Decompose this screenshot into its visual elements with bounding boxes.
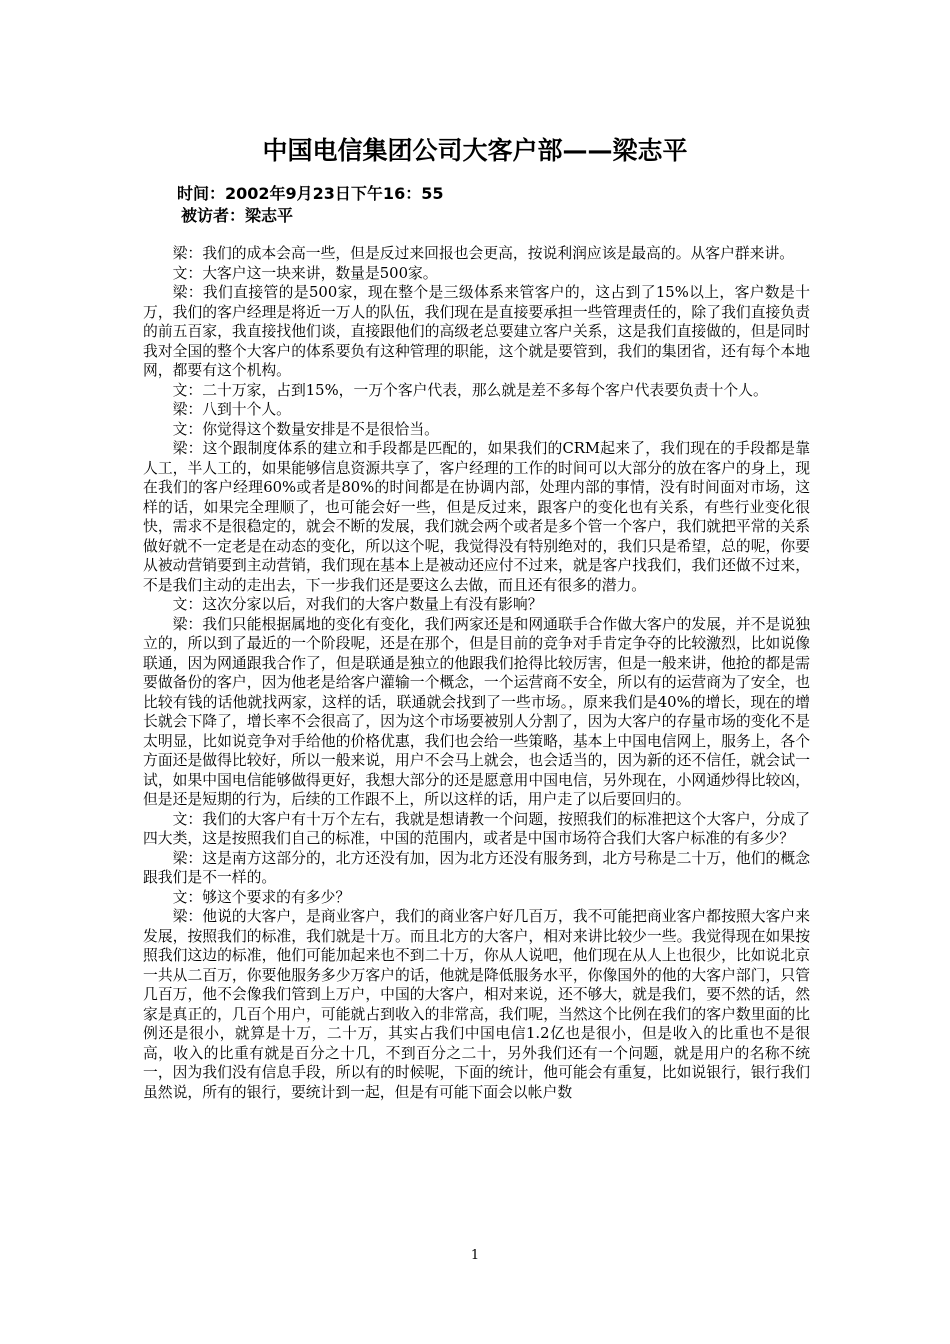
paragraph: 文：我们的大客户有十万个左右，我就是想请教一个问题，按照我们的标准把这个大客户，分成了四大类，这是按照我们自己的标准，中国的范围内，或者是中国市场符合我们大客户标准的有多少？ — [143, 810, 810, 847]
paragraph: 梁：我们只能根据属地的变化有变化，我们两家还是和网通联手合作做大客户的发展，并不是说独立的，所以到了最近的一个阶段呢，还是在那个，但是目前的竞争对手肯定争夺的比较激烈，比如说像联通，因为网通跟我合作了，但是联通是独立的他跟我们抢得比较厉害，但是一般来讲，他抢的都是需要做备份的客户，因为他老是给客户灌输一个概念，一个运营商不安全，所以有的运营商为了安全，也比较有钱的话他就找两家，这样的话，联通就会找到了一些市场。，原来我们是40%的增长，现在的增长就会下降了，增长率不会很高了，因为这个市场要被别人分割了，因为大客户的存量市场的变化不是太明显，比如说竞争对手给他的价格优惠，我们也会给一些策略，基本上中国电信网上，服务上，各个方面还是做得比较好，所以一般来说，用户不会马上就会，也会适当的，因为新的还不信任，就会试一试，如果中国电信能够做得更好，我想大部分的还是愿意用中国电信，另外现在，小网通炒得比较凶，但是还是短期的行为，后续的工作跟不上，所以这样的话，用户走了以后要回归的。 — [143, 615, 810, 808]
paragraph: 梁：我们的成本会高一些，但是反过来回报也会更高，按说利润应该是最高的。从客户群来讲。 — [172, 245, 795, 262]
paragraph: 梁：他说的大客户，是商业客户，我们的商业客户好几百万，我不可能把商业客户都按照大客户来发展，按照我们的标准，我们就是十万。而且北方的大客户，相对来讲比较少一些。我觉得现在如果按照我们这边的标准，他们可能加起来也不到二十万，你从人说吧，他们现在从人上也很少，比如说北京一共从二百万，你要他服务多少万客户的话，他就是降低服务水平，你像国外的他的大客户部门，只管几百万，他不会像我们管到上万户，中国的大客户，相对来说，还不够大，就是我们，要不然的话，然家是真正的，几百个用户，可能就占到收入的非常高，我们呢，当然这个比例在我们的客户数里面的比例还是很小，就算是十万，二十万，其实占我们中国电信1.2亿也是很小，但是收入的比重也不是很高，收入的比重有就是百分之十几，不到百分之二十，另外我们还有一个问题，就是用户的名称不统一，因为我们没有信息手段，所以有的时候呢，下面的统计，他可能会有重复，比如说银行，银行我们虽然说，所有的银行，要统计到一起，但是有可能下面会以帐户数 — [143, 908, 810, 1101]
document-title: 中国电信集团公司大客户部——梁志平 — [262, 136, 688, 165]
interviewee: 被访者：梁志平 — [181, 206, 294, 225]
paragraph: 梁：八到十个人。 — [172, 401, 291, 418]
interview-time: 时间：2002年9月23日下午16：55 — [177, 184, 444, 203]
page-number: 1 — [470, 1248, 480, 1263]
paragraph: 梁：这是南方这部分的，北方还没有加，因为北方还没有服务到，北方号称是二十万，他们的概念跟我们是不一样的。 — [143, 849, 810, 886]
paragraph: 梁：这个跟制度体系的建立和手段都是匹配的，如果我们的CRM起来了，我们现在的手段都是靠人工，半人工的，如果能够信息资源共享了，客户经理的工作的时间可以大部分的放在客户的身上，现在我们的客户经理60%或者是80%的时间都是在协调内部，处理内部的事情，没有时间面对市场，这样的话，如果完全理顺了，也可能会好一些，但是反过来，跟客户的变化也有关系，有些行业变化很快，需求不是很稳定的，就会不断的发展，我们就会两个或者是多个管一个客户，我们就把平常的关系做好就不一定老是在动态的变化，所以这个呢，我觉得没有特别绝对的，我们只是希望，总的呢，你要从被动营销要到主动营销，我们现在基本上是被动还应付不过来，就是客户找我们，我们还做不过来，不是我们主动的走出去，下一步我们还是要这么去做，而且还有很多的潜力。 — [143, 440, 810, 594]
paragraph: 梁：我们直接管的是500家，现在整个是三级体系来管客户的，这占到了15%以上，客户数是十万，我们的客户经理是将近一万人的队伍，我们现在是直接要承担一些管理责任的，除了我们直接负责的前五百家，我直接找他们谈，直接跟他们的高级老总要建立客户关系，这是我们直接做的，但是同时我对全国的整个大客户的体系要负有这种管理的职能，这个就是要管到，我们的集团省，还有每个本地网，都要有这个机构。 — [143, 284, 810, 379]
paragraph: 文：你觉得这个数量安排是不是很恰当。 — [172, 420, 439, 438]
paragraph: 文：大客户这一块来讲，数量是500家。 — [172, 264, 438, 282]
paragraph: 文：二十万家，占到15%，一万个客户代表，那么就是差不多每个客户代表要负责十个人。 — [172, 381, 768, 399]
paragraph: 文：够这个要求的有多少？ — [172, 888, 351, 906]
document-body — [143, 244, 810, 1102]
paragraph: 文：这次分家以后，对我们的大客户数量上有没有影响？ — [172, 596, 543, 613]
